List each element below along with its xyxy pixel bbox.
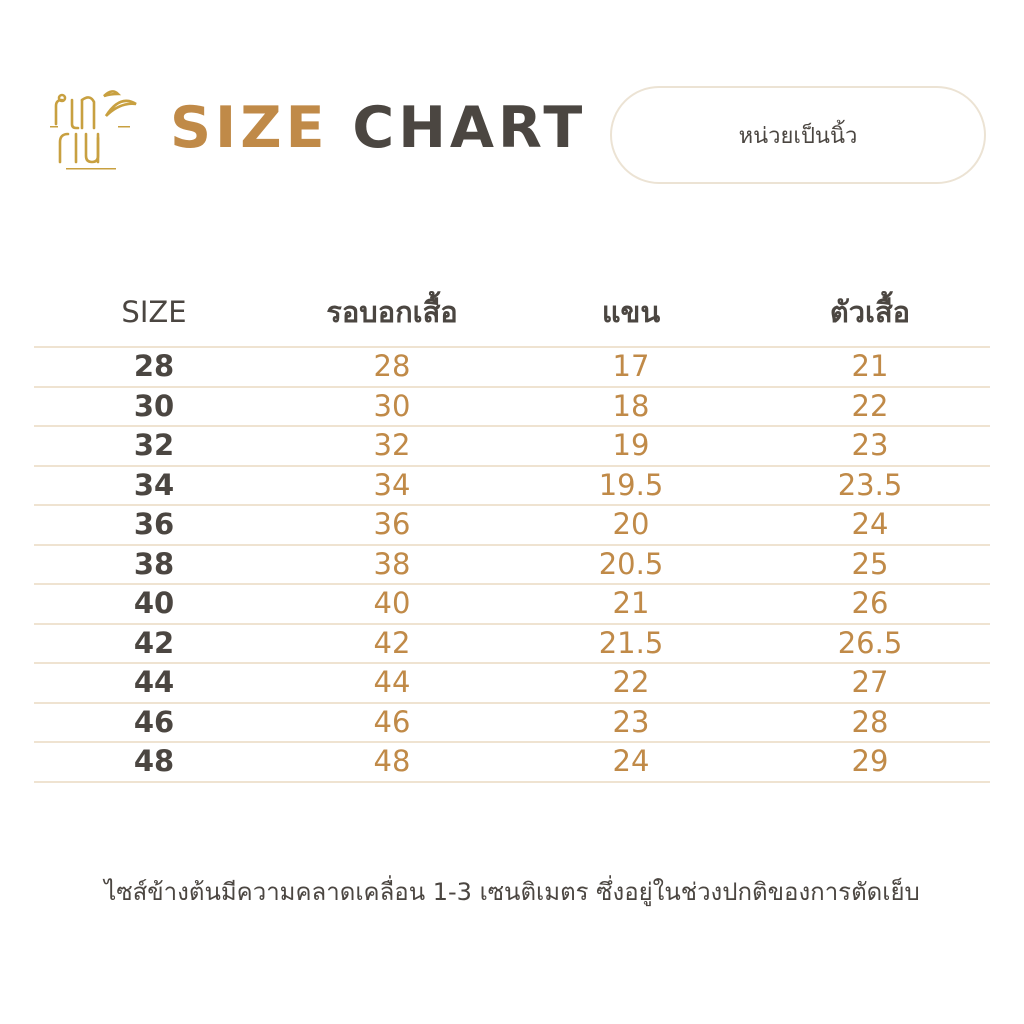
cell-size: 44 [133, 665, 175, 700]
table-body [34, 348, 990, 783]
cell-length: 21 [851, 349, 889, 384]
cell-chest: 38 [373, 546, 411, 581]
unit-note-badge [610, 86, 986, 184]
footnote: ไซส์ข้างต้นมีความคลาดเคลื่อน 1-3 เซนติเมตร ซึ่งอยู่ในช่วงปกติของการตัดเย็บ [104, 878, 920, 906]
cell-chest: 36 [373, 507, 411, 542]
cell-sleeve: 22 [612, 665, 650, 700]
table-row [34, 664, 990, 704]
cell-sleeve: 19.5 [598, 467, 664, 502]
cell-sleeve: 24 [612, 744, 650, 779]
cell-chest: 30 [373, 388, 411, 423]
cell-length: 24 [851, 507, 889, 542]
header-length: ตัวเสื้อ [829, 295, 911, 329]
cell-chest: 28 [373, 349, 411, 384]
table-row [34, 348, 990, 388]
header-size: SIZE [121, 295, 187, 329]
cell-size: 36 [133, 507, 175, 542]
header-sleeve: แขน [601, 295, 661, 329]
table-row [34, 506, 990, 546]
cell-sleeve: 18 [612, 388, 650, 423]
cell-chest: 46 [373, 704, 411, 739]
table-row [34, 743, 990, 783]
cell-sleeve: 19 [612, 428, 650, 463]
cell-chest: 42 [373, 625, 411, 660]
cell-chest: 48 [373, 744, 411, 779]
title-word-size: SIZE [170, 95, 329, 161]
cell-size: 30 [133, 388, 175, 423]
cell-size: 42 [133, 625, 175, 660]
table-row [34, 427, 990, 467]
cell-chest: 34 [373, 467, 411, 502]
cell-size: 38 [133, 546, 175, 581]
cell-sleeve: 20 [612, 507, 650, 542]
table-header-row [34, 278, 990, 348]
unit-note-label: หน่วยเป็นนิ้ว [738, 123, 858, 149]
cell-sleeve: 21 [612, 586, 650, 621]
cell-length: 26 [851, 586, 889, 621]
title-word-chart: CHART [352, 95, 587, 161]
cell-size: 46 [133, 704, 175, 739]
page-title [170, 92, 586, 164]
cell-length: 29 [851, 744, 889, 779]
cell-size: 40 [133, 586, 175, 621]
cell-chest: 44 [373, 665, 411, 700]
size-table [34, 278, 990, 783]
cell-length: 28 [851, 704, 889, 739]
cell-length: 25 [851, 546, 889, 581]
brand-logo-icon [46, 86, 150, 172]
table-row [34, 388, 990, 428]
cell-length: 23.5 [837, 467, 903, 502]
table-row [34, 704, 990, 744]
cell-sleeve: 21.5 [598, 625, 664, 660]
cell-size: 32 [133, 428, 175, 463]
header-chest: รอบอกเสื้อ [326, 295, 458, 329]
cell-length: 22 [851, 388, 889, 423]
table-row [34, 467, 990, 507]
cell-size: 34 [133, 467, 175, 502]
table-row [34, 546, 990, 586]
cell-size: 28 [133, 349, 175, 384]
cell-size: 48 [133, 744, 175, 779]
cell-sleeve: 23 [612, 704, 650, 739]
cell-chest: 32 [373, 428, 411, 463]
cell-length: 26.5 [837, 625, 903, 660]
cell-chest: 40 [373, 586, 411, 621]
cell-sleeve: 20.5 [598, 546, 664, 581]
cell-length: 23 [851, 428, 889, 463]
table-row [34, 625, 990, 665]
cell-length: 27 [851, 665, 889, 700]
cell-sleeve: 17 [612, 349, 650, 384]
table-row [34, 585, 990, 625]
